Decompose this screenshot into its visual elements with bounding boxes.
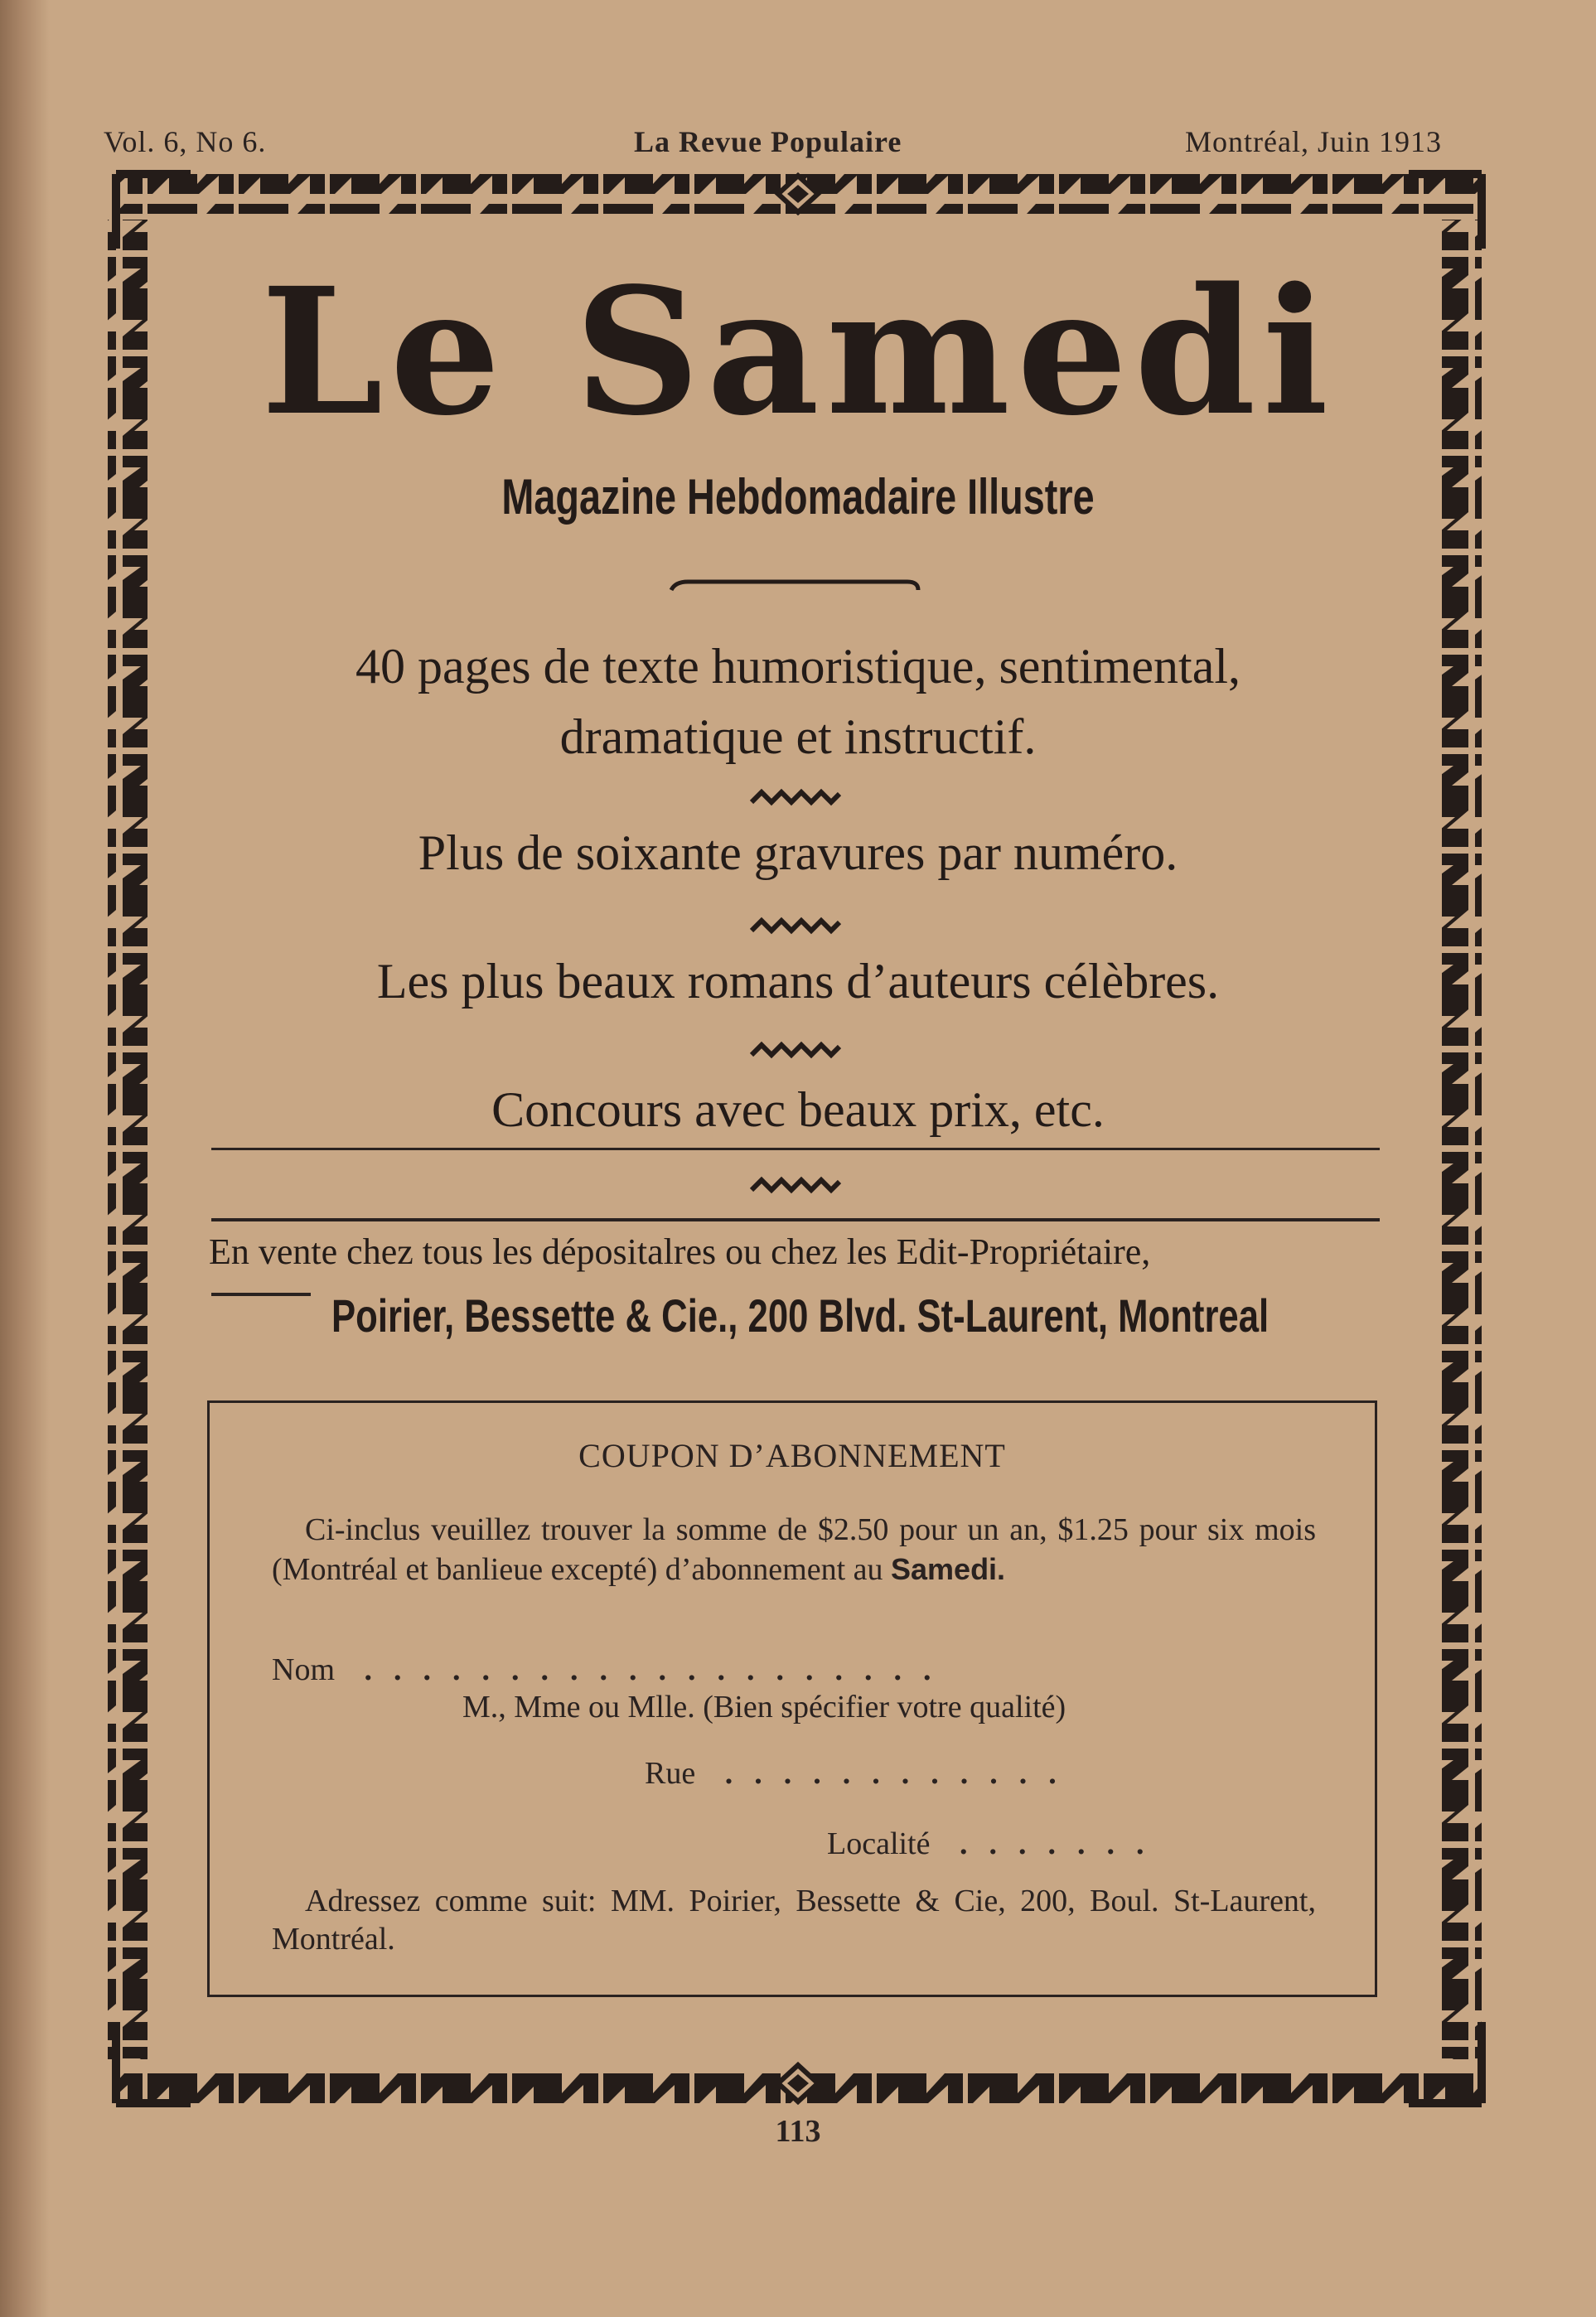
ad-line-contests: Concours avec beaux prix, etc. <box>491 1082 1105 1137</box>
publication-title: La Revue Populaire <box>634 125 902 158</box>
localite-field <box>827 1826 1165 1862</box>
coupon-address-line: Adressez comme suit: MM. Poirier, Bessette & Cie, 200, Boul. St-Laurent, Montréal. <box>272 1884 1316 1957</box>
ad-line-pages: 40 pages de texte humoristique, sentimental, <box>355 639 1241 694</box>
ad-line-pages-cont: dramatique et instructif. <box>559 709 1037 764</box>
localite-label: Localité <box>827 1826 931 1861</box>
place-date: Montréal, Juin 1913 <box>1185 125 1442 158</box>
ad-line-novels: Les plus beaux romans d’auteurs célèbres. <box>376 954 1220 1009</box>
volume-number: Vol. 6, No 6. <box>104 125 267 158</box>
rue-dots: ............ <box>695 1756 1078 1791</box>
squiggle-divider <box>750 787 841 807</box>
localite-dots: ....... <box>930 1826 1166 1861</box>
masthead-title: Le Samedi <box>260 249 1336 454</box>
squiggle-divider <box>750 916 841 936</box>
rue-label: Rue <box>645 1756 696 1791</box>
squiggle-divider <box>750 1175 841 1195</box>
nom-field <box>272 1652 953 1688</box>
nom-label: Nom <box>272 1652 335 1687</box>
left-border-band <box>108 220 148 2059</box>
ornamental-rule <box>671 582 918 590</box>
coupon-body-text: Ci-inclus veuillez trouver la somme de $2.50 pour un an, $1.25 pour six mois (Montréal et banlieue excepté) d’abonnement au <box>272 1512 1316 1587</box>
subscription-coupon <box>207 1400 1377 1997</box>
squiggle-divider <box>750 1040 841 1060</box>
sale-notice: En vente chez tous les dépositalres ou chez les Edit-Propriétaire, <box>209 1231 1151 1272</box>
qualite-note: M., Mme ou Mlle. (Bien spécifier votre qualité) <box>462 1690 1066 1724</box>
horizontal-rule <box>211 1148 1380 1150</box>
ad-line-engravings: Plus de soixante gravures par numéro. <box>418 825 1178 880</box>
nom-dots: .................... <box>335 1652 953 1687</box>
coupon-title: COUPON D’ABONNEMENT <box>578 1437 1006 1474</box>
masthead-subtitle: Magazine Hebdomadaire Illustre <box>501 469 1095 525</box>
right-border-band <box>1442 220 1482 2059</box>
rue-field <box>645 1755 1078 1792</box>
horizontal-rule <box>211 1218 1380 1221</box>
page-number: 113 <box>775 2114 821 2149</box>
coupon-body-samedi: Samedi. <box>891 1552 1006 1586</box>
coupon-body <box>272 1511 1316 1589</box>
short-rule <box>211 1293 311 1296</box>
publisher-address: Poirier, Bessette & Cie., 200 Blvd. St-Laurent, Montreal <box>331 1289 1270 1342</box>
